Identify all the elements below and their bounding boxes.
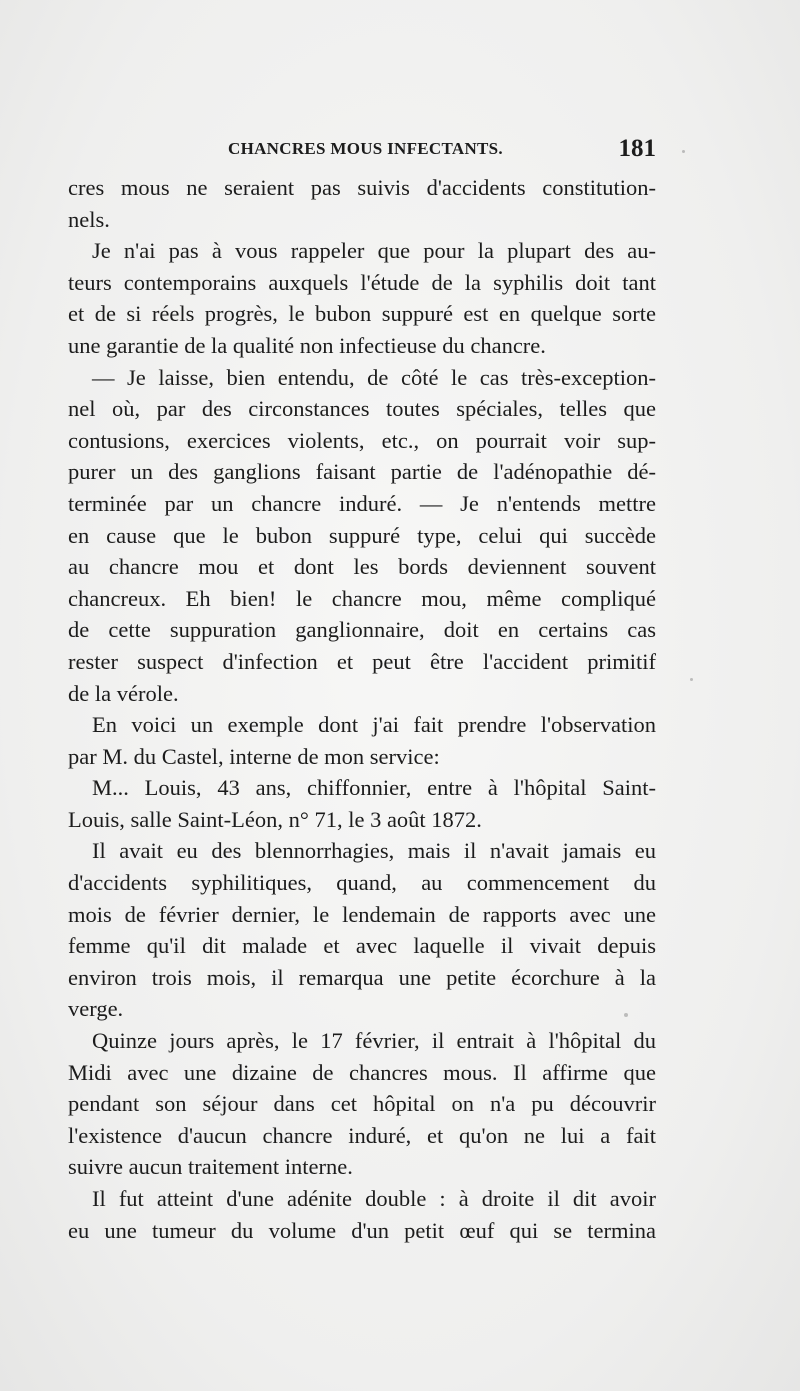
paper-speck — [690, 678, 693, 681]
text-line: verge. — [68, 996, 124, 1022]
text-line: mois de février dernier, le lendemain de rapports avec une — [68, 901, 656, 927]
text-line: Il avait eu des blennorrhagies, mais il n'avait jamais eu — [92, 838, 656, 864]
text-line: au chancre mou et dont les bords deviennent souvent — [68, 554, 656, 580]
text-line: purer un des ganglions faisant partie de l'adénopathie dé- — [68, 459, 656, 485]
text-line: femme qu'il dit malade et avec laquelle il vivait depuis — [68, 933, 656, 959]
text-line: eu une tumeur du volume d'un petit œuf qui se termina — [68, 1217, 656, 1243]
body-text — [68, 172, 656, 1246]
text-line: une garantie de la qualité non infectieuse du chancre. — [68, 332, 546, 358]
text-line: En voici un exemple dont j'ai fait prendre l'observation — [92, 712, 656, 738]
paper-speck — [624, 1013, 628, 1017]
text-line: rester suspect d'infection et peut être l'accident primitif — [68, 648, 656, 674]
paper-speck — [682, 150, 685, 153]
text-line: chancreux. Eh bien! le chancre mou, même compliqué — [68, 585, 656, 611]
running-title: CHANCRES MOUS INFECTANTS. — [228, 139, 503, 158]
text-line: cres mous ne seraient pas suivis d'accidents constitution- — [68, 175, 656, 200]
page-header — [68, 137, 656, 167]
text-line: — Je laisse, bien entendu, de côté le cas très-exception- — [92, 364, 656, 390]
text-line: l'existence d'aucun chancre induré, et qu'on ne lui a fait — [68, 1122, 656, 1148]
text-line: par M. du Castel, interne de mon service: — [68, 743, 440, 769]
text-line: Il fut atteint d'une adénite double : à droite il dit avoir — [92, 1186, 656, 1211]
text-line: nels. — [68, 206, 110, 232]
text-line: environ trois mois, il remarqua une petite écorchure à la — [68, 964, 656, 990]
text-line: pendant son séjour dans cet hôpital on n'a pu découvrir — [68, 1091, 656, 1117]
text-line: nel où, par des circonstances toutes spéciales, telles que — [68, 396, 656, 422]
text-line: et de si réels progrès, le bubon suppuré est en quelque sorte — [68, 301, 656, 327]
text-line: suivre aucun traitement interne. — [68, 1154, 353, 1180]
text-line: Quinze jours après, le 17 février, il entrait à l'hôpital du — [92, 1028, 656, 1054]
text-line: teurs contemporains auxquels l'étude de la syphilis doit tant — [68, 269, 656, 295]
text-line: de cette suppuration ganglionnaire, doit en certains cas — [68, 617, 656, 643]
text-line: Je n'ai pas à vous rappeler que pour la plupart des au- — [92, 238, 656, 264]
text-line: d'accidents syphilitiques, quand, au commencement du — [68, 870, 656, 896]
text-line: de la vérole. — [68, 680, 179, 706]
text-line: M... Louis, 43 ans, chiffonnier, entre à l'hôpital Saint- — [92, 775, 656, 801]
text-line: en cause que le bubon suppuré type, celui qui succède — [68, 522, 656, 548]
text-line: contusions, exercices violents, etc., on pourrait voir sup- — [68, 427, 656, 453]
text-line: Louis, salle Saint-Léon, n° 71, le 3 août 1872. — [68, 806, 482, 832]
page-number: 181 — [618, 135, 656, 162]
text-line: terminée par un chancre induré. — Je n'entends mettre — [68, 490, 656, 516]
text-line: Midi avec une dizaine de chancres mous. Il affirme que — [68, 1059, 656, 1085]
